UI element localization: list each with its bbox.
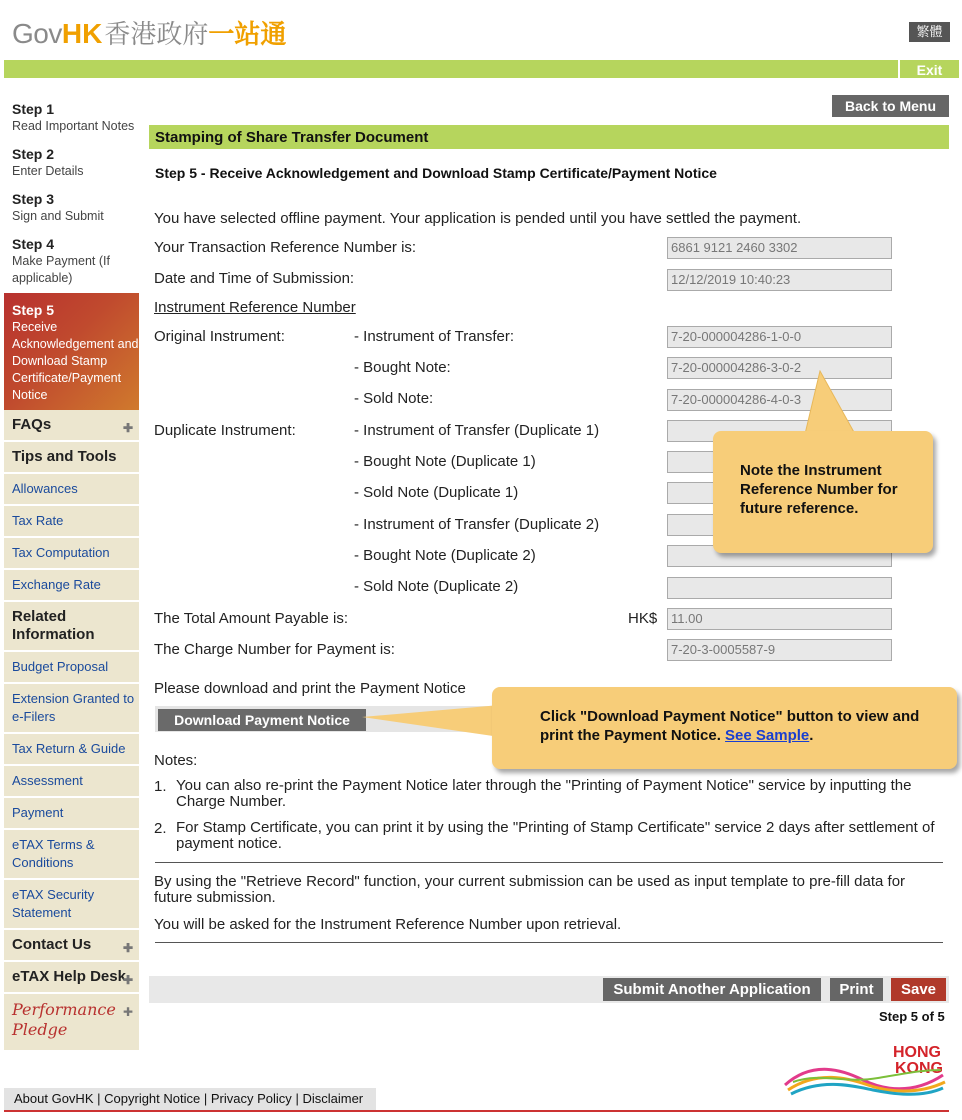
nav-performance-pledge[interactable] (4, 994, 139, 1052)
exit-button[interactable]: Exit (898, 60, 959, 78)
logo-gov-text: Gov (12, 18, 62, 49)
txn-label: Your Transaction Reference Number is: (154, 239, 417, 256)
footer-sep: | (97, 1091, 101, 1106)
see-sample-link[interactable]: See Sample (725, 727, 810, 744)
step-title: Step 3 (12, 191, 55, 207)
submission-date-field: 12/12/2019 10:40:23 (667, 269, 892, 291)
duplicate-instrument-label: Duplicate Instrument: (154, 422, 296, 439)
privacy-link[interactable]: Privacy Policy (210, 1091, 292, 1106)
expand-icon: ✚ (122, 941, 133, 955)
nav-payment[interactable]: Payment (4, 798, 139, 830)
divider (155, 942, 943, 943)
callout-download-text: Click "Download Payment Notice" button to view and print the Payment Notice. (540, 708, 920, 744)
retrieve-message: By using the "Retrieve Record" function, your current submission can be used as input template to pre-fill data for future submission. (154, 873, 906, 906)
orig-row-field: 7-20-000004286-3-0-2 (667, 357, 892, 379)
note-text: You can also re-print the Payment Notice later through the "Printing of Payment Notice" service by inputting the Charge Number. (176, 777, 912, 810)
submit-another-button[interactable]: Submit Another Application (603, 978, 821, 1001)
nav-label: eTAX Help Desk (12, 968, 126, 985)
footer-links (4, 1088, 376, 1110)
nav-exchange-rate[interactable]: Exchange Rate (4, 570, 139, 602)
action-bar (149, 976, 949, 1003)
govhk-logo[interactable] (12, 14, 286, 54)
step-desc: Read Important Notes (12, 119, 135, 133)
download-prompt: Please download and print the Payment Notice (154, 680, 466, 697)
nav-etax-terms[interactable]: eTAX Terms & Conditions (4, 830, 139, 880)
nav-related-heading: Related Information (4, 602, 139, 652)
page-title: Stamping of Share Transfer Document (149, 125, 949, 149)
logo-chinese-text: 香港政府 (104, 19, 209, 49)
step-counter: Step 5 of 5 (879, 1009, 945, 1024)
step-title: Step 5 (12, 302, 55, 318)
charge-number-field: 7-20-3-0005587-9 (667, 639, 892, 661)
footer-sep: | (203, 1091, 208, 1106)
note-text: For Stamp Certificate, you can print it by using the "Printing of Stamp Certificate" service 2 days after settlement of payment notice. (176, 819, 935, 852)
dup-row-field (667, 577, 892, 599)
note-number: 2. (154, 820, 167, 837)
logo-hk-text: HK (61, 18, 103, 49)
orig-row-label: - Sold Note: (354, 390, 434, 407)
orig-row-label: - Bought Note: (354, 359, 451, 376)
nav-tax-return[interactable]: Tax Return & Guide (4, 734, 139, 766)
logo-chinese-highlight: 一站通 (208, 19, 287, 49)
nav-contact[interactable] (4, 930, 139, 962)
brand-text-1: HONG (893, 1044, 941, 1061)
sidebar-step-3 (4, 184, 139, 229)
orig-row-field: 7-20-000004286-4-0-3 (667, 389, 892, 411)
txn-ref-field: 6861 9121 2460 3302 (667, 237, 892, 259)
sidebar-step-1 (4, 94, 139, 139)
dup-row-label: - Sold Note (Duplicate 2) (354, 578, 519, 595)
expand-icon: ✚ (122, 973, 133, 987)
nav-help-desk[interactable] (4, 962, 139, 994)
step-title: Step 1 (12, 101, 55, 117)
total-label: The Total Amount Payable is: (154, 610, 349, 627)
top-green-bar (4, 60, 959, 78)
disclaimer-link[interactable]: Disclaimer (302, 1091, 364, 1106)
offline-message: You have selected offline payment. Your application is pended until you have settled the payment. (154, 210, 802, 227)
currency-label: HK$ (628, 610, 658, 627)
print-button[interactable]: Print (830, 978, 883, 1001)
nav-allowances[interactable]: Allowances (4, 474, 139, 506)
step-title: Step 4 (12, 236, 55, 252)
retrieve-message-2: You will be asked for the Instrument Reference Number upon retrieval. (154, 916, 622, 933)
dup-row-label: - Sold Note (Duplicate 1) (354, 484, 519, 501)
nav-tax-computation[interactable]: Tax Computation (4, 538, 139, 570)
callout-note-irn: Note the Instrument Reference Number for future reference. (713, 431, 933, 553)
about-link[interactable]: About GovHK (14, 1091, 94, 1106)
footer-sep: | (295, 1091, 299, 1106)
download-payment-notice-button[interactable]: Download Payment Notice (158, 709, 366, 731)
nav-faqs[interactable] (4, 410, 139, 442)
nav-budget[interactable]: Budget Proposal (4, 652, 139, 684)
callout-period: . (809, 727, 814, 744)
irn-heading: Instrument Reference Number (154, 299, 356, 316)
note-number: 1. (154, 778, 167, 795)
brand-hong-kong-logo (783, 1040, 948, 1100)
step-title: Step 5 - Receive Acknowledgement and Download Stamp Certificate/Payment Notice (155, 165, 717, 181)
dup-row-label: - Instrument of Transfer (Duplicate 2) (354, 516, 600, 533)
expand-icon: ✚ (122, 421, 133, 435)
dup-row-label: - Instrument of Transfer (Duplicate 1) (354, 422, 600, 439)
original-instrument-label: Original Instrument: (154, 328, 285, 345)
dup-row-label: - Bought Note (Duplicate 2) (354, 547, 536, 564)
pledge-line2: Pledge (12, 1020, 68, 1039)
pledge-line1: Performance (12, 1000, 116, 1019)
side-nav (4, 410, 139, 1052)
divider (155, 862, 943, 863)
brand-text-2: KONG (895, 1060, 943, 1077)
language-button[interactable]: 繁體 (909, 22, 950, 42)
dup-row-label: - Bought Note (Duplicate 1) (354, 453, 536, 470)
save-button[interactable]: Save (891, 978, 946, 1001)
date-label: Date and Time of Submission: (154, 270, 355, 287)
nav-assessment[interactable]: Assessment (4, 766, 139, 798)
total-amount-field: 11.00 (667, 608, 892, 630)
sidebar-step-5-active (4, 293, 139, 410)
step-desc: Sign and Submit (12, 209, 104, 223)
nav-tax-rate[interactable]: Tax Rate (4, 506, 139, 538)
notes-heading: Notes: (154, 752, 198, 769)
charge-label: The Charge Number for Payment is: (154, 641, 395, 658)
back-to-menu-button[interactable]: Back to Menu (832, 95, 949, 117)
orig-row-label: - Instrument of Transfer: (354, 328, 515, 345)
step-desc: Enter Details (12, 164, 84, 178)
nav-tips-tools-heading: Tips and Tools (4, 442, 139, 474)
expand-icon: ✚ (122, 1005, 133, 1019)
step-title: Step 2 (12, 146, 55, 162)
footer-rule (4, 1110, 949, 1112)
nav-label: Contact Us (12, 936, 92, 953)
nav-etax-security[interactable]: eTAX Security Statement (4, 880, 139, 930)
sidebar (4, 94, 139, 1052)
callout-pointer (362, 703, 502, 743)
callout-pointer (800, 370, 860, 440)
step-desc: Make Payment (If applicable) (12, 254, 110, 285)
orig-row-field: 7-20-000004286-1-0-0 (667, 326, 892, 348)
callout-download (492, 687, 957, 769)
nav-label: FAQs (12, 416, 52, 433)
copyright-link[interactable]: Copyright Notice (104, 1091, 201, 1106)
sidebar-step-4 (4, 229, 139, 291)
sidebar-step-2 (4, 139, 139, 184)
nav-extension[interactable]: Extension Granted to e-Filers (4, 684, 139, 734)
step-desc: Receive Acknowledgement and Download Stamp Certificate/Payment Notice (12, 320, 139, 402)
